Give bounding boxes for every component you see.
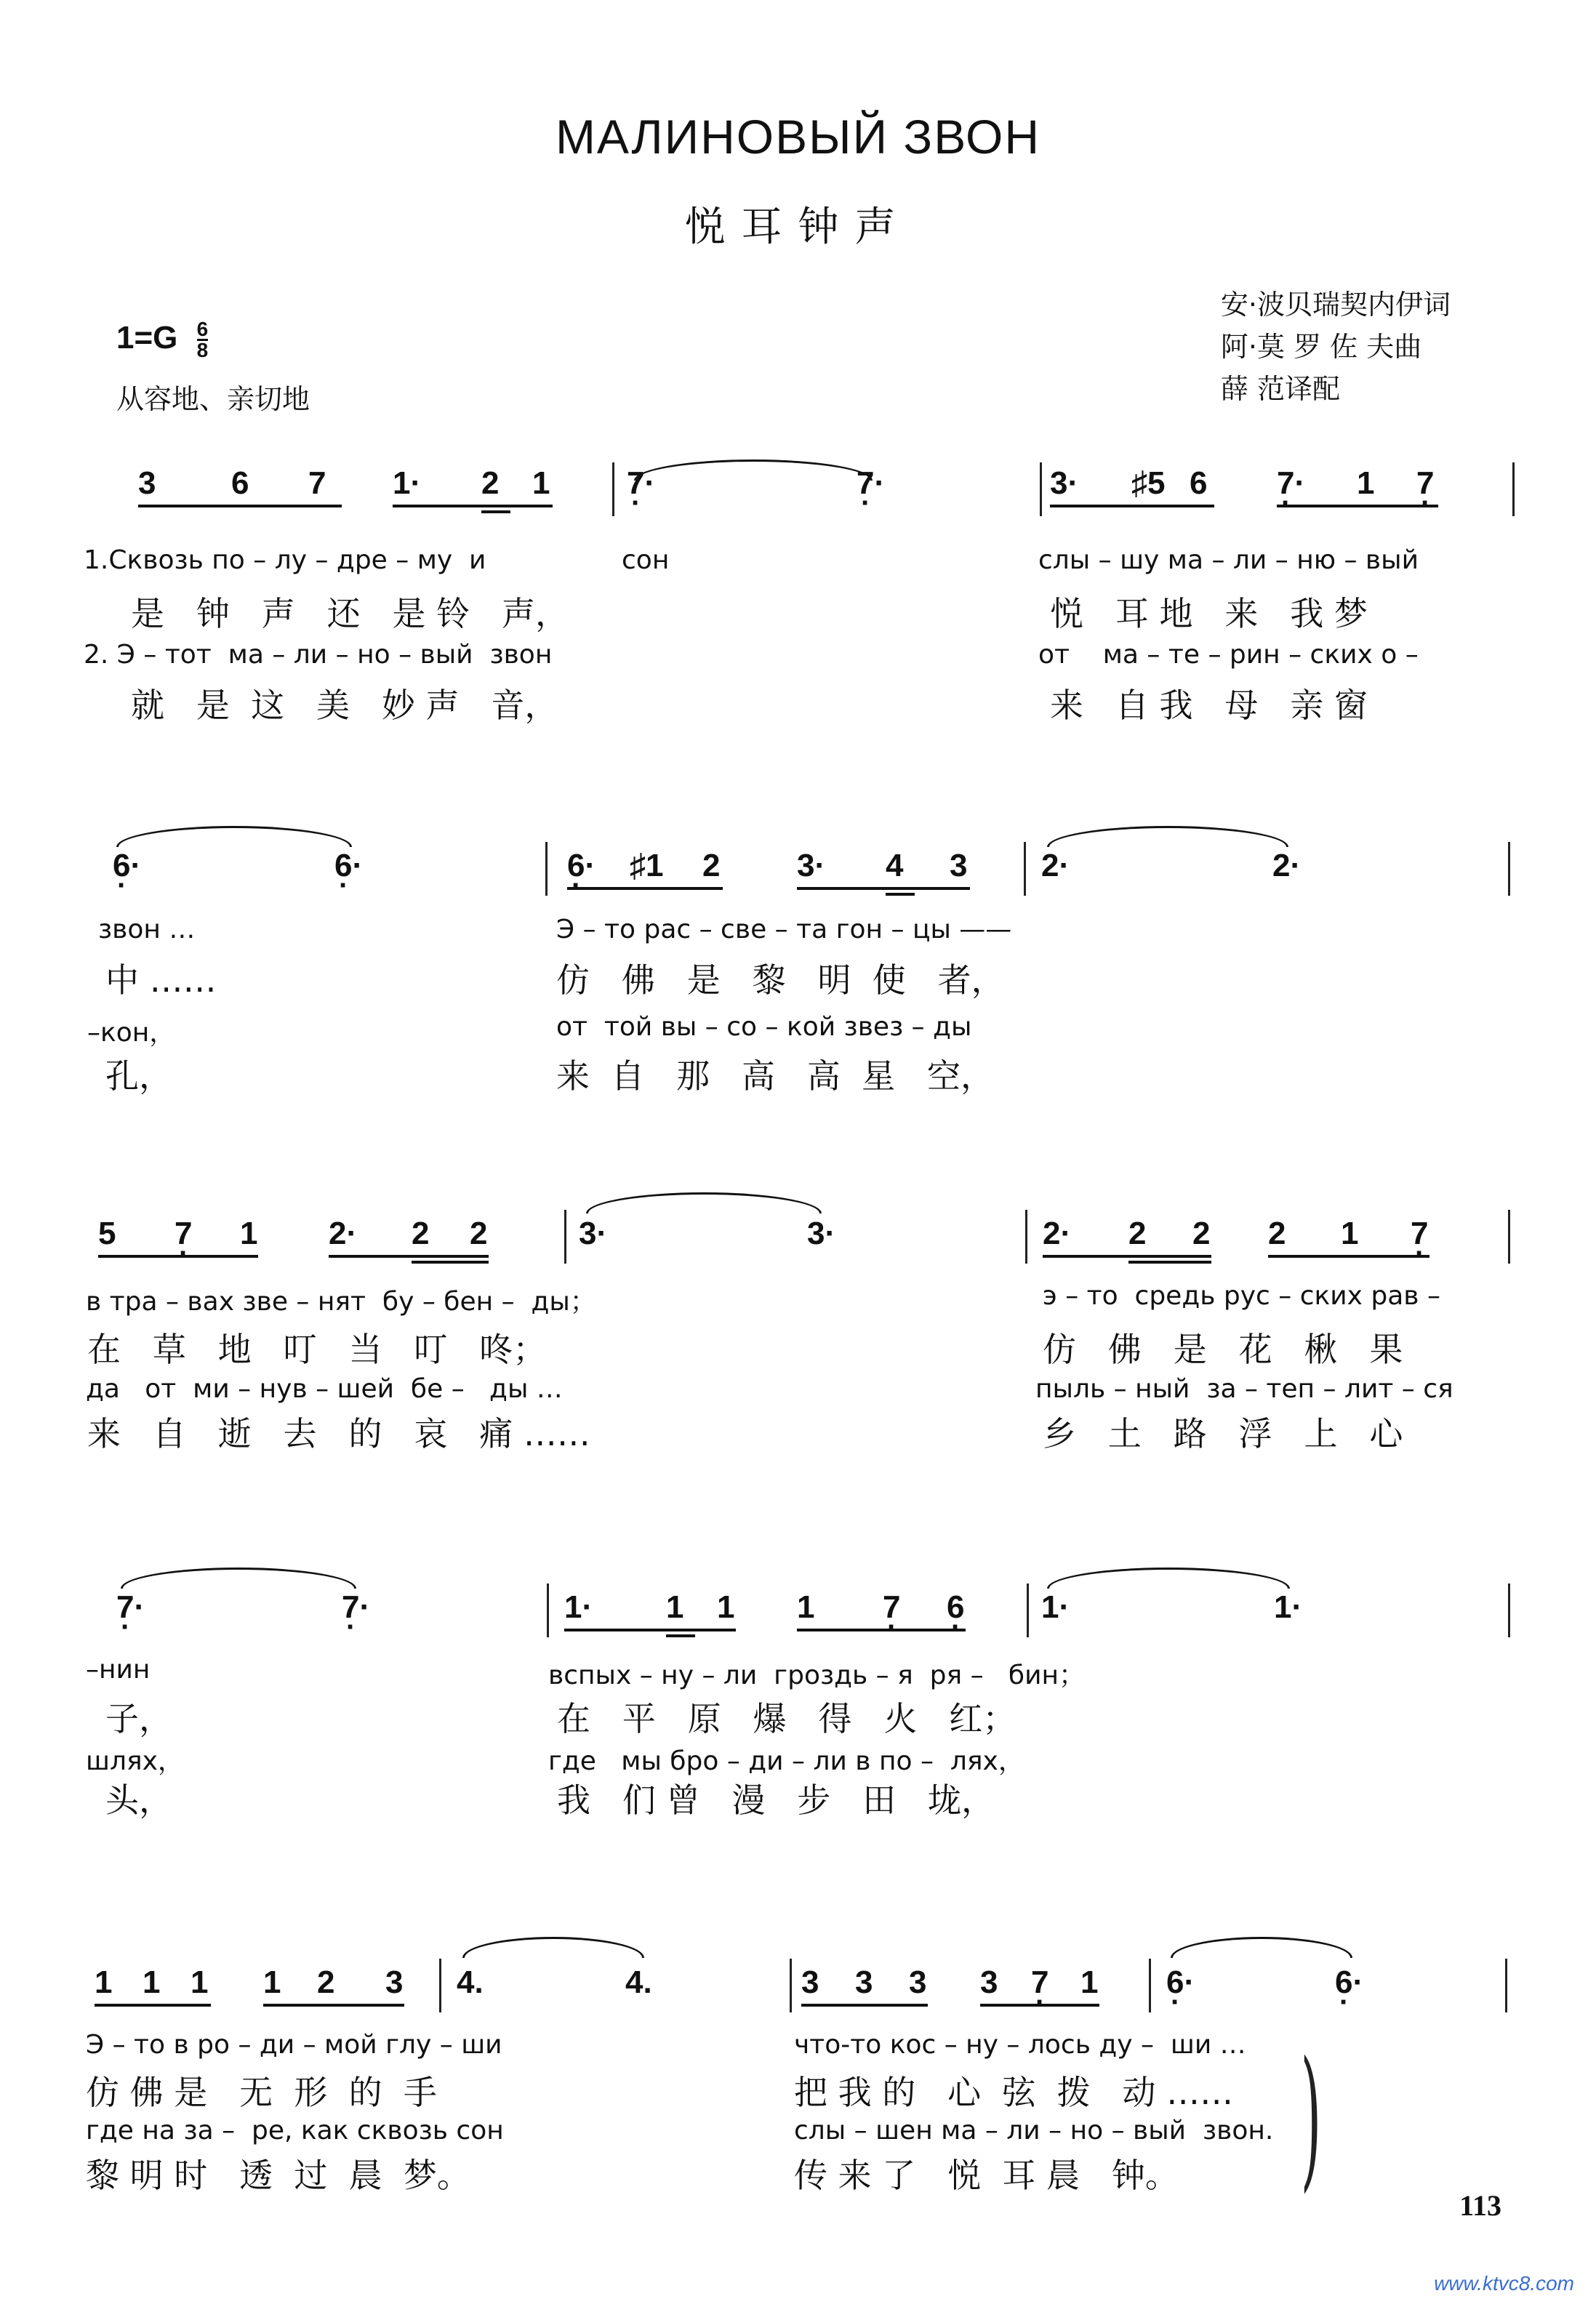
lyric-line: 来 自 逝 去 的 哀 痛 ……	[87, 1414, 590, 1453]
credit-lyricist: 安·波贝瑞契内伊词	[1220, 289, 1451, 321]
note: 3	[950, 848, 968, 883]
bar-line	[1508, 1210, 1510, 1264]
note: 6	[231, 465, 249, 501]
lyric-line: 悦 耳 地 来 我 梦	[1050, 594, 1368, 633]
song-title: МАЛИНОВЫЙ ЗВОН	[555, 110, 1041, 164]
note: 7 ·	[1031, 1964, 1048, 2001]
note: 7 ·	[1411, 1216, 1428, 1252]
note: 6· ·	[334, 848, 363, 884]
lyric-line: 乡 土 路 浮 上 心	[1043, 1414, 1403, 1453]
bar-line	[547, 1584, 549, 1637]
lyric-line: 孔，	[105, 1056, 172, 1096]
lyric-line: 头，	[105, 1781, 172, 1820]
note: 1	[1341, 1216, 1359, 1251]
credit-composer: 阿·莫 罗 佐 夫曲	[1220, 331, 1422, 363]
bar-line	[612, 462, 614, 516]
lyric-line: Э – то в ро – ди – мой глу – ши	[86, 2030, 502, 2060]
lyric-line: слы – шен ма – ли – но – вый звон.	[794, 2116, 1274, 2146]
tie-arc	[121, 1568, 356, 1589]
note: 1	[191, 1964, 209, 2000]
beam	[263, 2004, 404, 2007]
note: 1	[1357, 465, 1375, 501]
note: 6· ·	[1166, 1964, 1195, 2001]
beam	[95, 2004, 211, 2007]
note: 1·	[393, 465, 422, 501]
note: 1	[263, 1964, 281, 2000]
beam	[1050, 505, 1214, 507]
beam	[886, 893, 915, 896]
lyric-line: 黎 明 时 透 过 晨 梦。	[86, 2156, 470, 2195]
lyric-line: где на за – ре, как сквозь сон	[86, 2116, 504, 2146]
note: 2	[470, 1216, 488, 1251]
lyric-line: да от ми – нув – шей бе – ды …	[86, 1374, 563, 1404]
note: 7 ·	[175, 1216, 192, 1252]
note: 2·	[1272, 848, 1302, 883]
lyric-line: 1.Сквозь по – лу – дре – му и	[84, 545, 486, 575]
bar-line	[1508, 842, 1510, 896]
bar-line	[1149, 1959, 1151, 2012]
bar-line	[1025, 1210, 1027, 1264]
tie-arc	[586, 1192, 822, 1213]
note: ♯5	[1131, 465, 1166, 501]
lyric-line: 就 是 这 美 妙 声 音，	[131, 686, 558, 725]
lyric-line: –кон，	[87, 1018, 176, 1048]
lyric-line: 来 自 我 母 亲 窗	[1050, 686, 1368, 725]
bar-line	[1027, 1584, 1029, 1637]
note: 2	[317, 1964, 335, 2000]
closing-brace: )	[1300, 2028, 1322, 2207]
bar-line	[1508, 1584, 1510, 1637]
bar-line	[564, 1210, 566, 1264]
lyric-line: 在 平 原 爆 得 火 红；	[557, 1699, 1016, 1738]
beam	[393, 505, 553, 507]
lyric-line: 仿 佛 是 无 形 的 手	[86, 2073, 437, 2112]
beam	[412, 1261, 489, 1264]
beam	[138, 505, 342, 507]
note: 3	[855, 1964, 873, 2000]
note: 3·	[807, 1216, 836, 1251]
note: 2	[481, 465, 500, 501]
beam	[329, 1255, 489, 1258]
song-subtitle: 悦耳钟声	[684, 204, 912, 251]
note: 2	[702, 848, 721, 883]
tie-arc	[1047, 1568, 1290, 1589]
beam	[481, 510, 510, 513]
note: 4	[886, 848, 904, 883]
note: 1	[532, 465, 550, 501]
note: 1	[1080, 1964, 1099, 2000]
lyric-line: 来 自 那 高 高 星 空，	[556, 1056, 994, 1096]
note: 5	[98, 1216, 116, 1251]
lyric-line: вспых – ну – ли гроздь – я ря – бин；	[548, 1661, 1086, 1690]
lyric-line: 中 ……	[105, 960, 217, 1000]
time-numerator: 6	[196, 318, 209, 340]
beam	[980, 2004, 1099, 2007]
lyric-line: от ма – те – рин – ских о –	[1038, 640, 1419, 670]
note: 7 ·	[1416, 465, 1434, 502]
note: 2·	[1043, 1216, 1072, 1251]
tie-arc	[1171, 1937, 1352, 1958]
bar-line	[545, 842, 548, 896]
note: 7	[308, 465, 326, 501]
note: 1	[143, 1964, 161, 2000]
beam	[1128, 1261, 1211, 1264]
note: 3	[801, 1964, 819, 2000]
lyric-line: 在 草 地 叮 当 叮 咚；	[87, 1330, 547, 1369]
note: 2	[412, 1216, 430, 1251]
note: 1	[717, 1589, 735, 1625]
lyric-line: 2. Э – тот ма – ли – но – вый звон	[84, 640, 553, 670]
beam	[801, 2004, 928, 2007]
lyric-line: 仿 佛 是 黎 明 使 者，	[556, 960, 1005, 1000]
bar-line	[439, 1959, 441, 2012]
note: 2·	[1041, 848, 1070, 883]
key-label: 1=G	[116, 320, 178, 356]
note: 1	[240, 1216, 258, 1251]
note: 1·	[1274, 1589, 1303, 1625]
bar-line	[790, 1959, 792, 2012]
note: 2	[1192, 1216, 1211, 1251]
beam	[666, 1634, 695, 1637]
lyric-line: Э – то рас – све – та гон – цы ——	[556, 915, 1012, 944]
note: 3	[138, 465, 156, 501]
note: 1	[95, 1964, 113, 2000]
note: 2	[1128, 1216, 1147, 1251]
lyric-line: –нин	[86, 1655, 151, 1685]
note: 4.	[457, 1964, 484, 2000]
lyric-line: 是 钟 声 还 是 铃 声，	[131, 594, 569, 633]
beam	[797, 1629, 966, 1631]
note: 3·	[797, 848, 826, 883]
beam	[797, 887, 970, 890]
bar-line	[1024, 842, 1026, 896]
note: 3·	[579, 1216, 608, 1251]
note: 7 ·	[883, 1589, 900, 1626]
note: 3·	[1050, 465, 1079, 501]
note: 1·	[1041, 1589, 1070, 1625]
bar-line	[1512, 462, 1515, 516]
bar-line	[1040, 462, 1042, 516]
tie-arc	[462, 1937, 644, 1958]
lyric-line: от той вы – со – кой звез – ды	[556, 1012, 972, 1042]
note: 2·	[329, 1216, 358, 1251]
note: 1·	[564, 1589, 593, 1625]
note: 3	[385, 1964, 404, 2000]
lyric-line: 仿 佛 是 花 楸 果	[1043, 1330, 1403, 1369]
lyric-line: шлях，	[86, 1746, 184, 1776]
time-denominator: 8	[196, 339, 209, 361]
time-signature	[197, 320, 209, 360]
lyric-line: 传 来 了 悦 耳 晨 钟。	[794, 2156, 1179, 2195]
note: 7· ·	[627, 465, 655, 502]
beam	[567, 887, 723, 890]
note: 7· ·	[116, 1589, 145, 1626]
beam	[98, 1255, 258, 1258]
note: 7· ·	[857, 465, 885, 502]
tempo-marking: 从容地、亲切地	[116, 383, 310, 415]
note: 2	[1268, 1216, 1286, 1251]
note: 7· ·	[1277, 465, 1305, 502]
note: 3	[909, 1964, 927, 2000]
lyric-line: 子，	[105, 1699, 172, 1738]
note: 1	[797, 1589, 815, 1625]
note: 1	[666, 1589, 684, 1625]
tie-arc	[634, 459, 873, 481]
note: 6 ·	[947, 1589, 964, 1626]
credit-translator: 薛 范译配	[1220, 373, 1340, 405]
lyric-line: слы – шу ма – ли – ню – вый	[1038, 545, 1419, 575]
page-number: 113	[1459, 2189, 1501, 2222]
lyric-line: пыль – ный за – теп – лит – ся	[1035, 1374, 1453, 1404]
beam	[1268, 1255, 1429, 1258]
beam	[564, 1629, 736, 1631]
tie-arc	[116, 826, 352, 847]
note: 3	[980, 1964, 998, 2000]
lyric-line: 我 们 曾 漫 步 田 垅，	[557, 1781, 995, 1820]
beam	[1043, 1255, 1211, 1258]
watermark: www.ktvc8.com	[1434, 2272, 1574, 2295]
credits	[1221, 284, 1451, 410]
note: 6· ·	[113, 848, 141, 884]
lyric-line: что-то кос – ну – лось ду – ши …	[794, 2030, 1246, 2060]
lyric-line: сон	[622, 545, 670, 575]
note: 6· ·	[1335, 1964, 1363, 2001]
lyric-line: где мы бро – ди – ли в по – лях，	[548, 1746, 1024, 1776]
note: 7· ·	[342, 1589, 370, 1626]
tie-arc	[1047, 826, 1288, 847]
lyric-line: э – то средь рус – ских рав –	[1043, 1281, 1440, 1311]
note: 6	[1190, 465, 1208, 501]
note: 4.	[625, 1964, 652, 2000]
lyric-line: 把 我 的 心 弦 拨 动 ……	[794, 2073, 1234, 2112]
key-signature	[116, 320, 208, 360]
lyric-line: в тра – вах зве – нят бу – бен – ды；	[86, 1287, 596, 1317]
beam	[1277, 505, 1438, 507]
note: ♯1	[630, 848, 664, 883]
note: 6· ·	[567, 848, 596, 884]
lyric-line: звон …	[98, 915, 196, 944]
bar-line	[1505, 1959, 1507, 2012]
